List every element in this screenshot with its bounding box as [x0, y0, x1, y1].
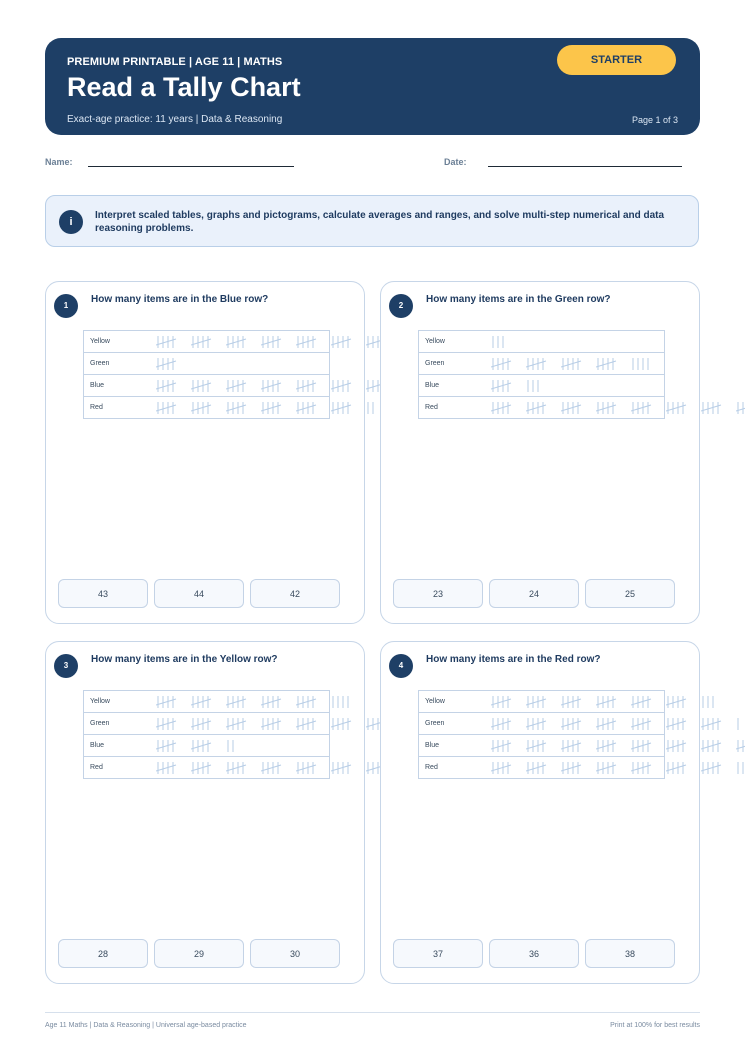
tally-group-mark — [736, 400, 745, 416]
tally-group-mark — [666, 694, 688, 710]
tally-group-mark — [331, 334, 353, 350]
tally-group-mark — [191, 334, 213, 350]
tally-row-label: Blue — [425, 382, 440, 389]
tally-single-mark — [631, 356, 650, 372]
tally-group-mark — [226, 694, 248, 710]
header-kicker: PREMIUM PRINTABLE | AGE 11 | MATHS — [67, 56, 283, 68]
answer-option[interactable]: 42 — [250, 579, 340, 608]
tally-group-mark — [666, 738, 688, 754]
answer-option[interactable]: 44 — [154, 579, 244, 608]
question-number: 1 — [54, 294, 78, 318]
tally-group-mark — [226, 760, 248, 776]
question-card — [45, 641, 365, 984]
answer-option[interactable]: 29 — [154, 939, 244, 968]
tally-row — [84, 712, 329, 734]
question-number: 2 — [389, 294, 413, 318]
tally-group-mark — [261, 694, 283, 710]
tally-group-mark — [261, 760, 283, 776]
tally-group-mark — [296, 760, 318, 776]
tally-single-mark — [701, 694, 715, 710]
answer-option[interactable]: 25 — [585, 579, 675, 608]
tally-group-mark — [596, 716, 618, 732]
tally-row-label: Red — [90, 764, 103, 771]
header-subtitle: Exact-age practice: 11 years | Data & Reasoning — [67, 114, 283, 125]
question-number: 4 — [389, 654, 413, 678]
tally-single-mark — [736, 716, 740, 732]
tally-group-mark — [491, 716, 513, 732]
question-text: How many items are in the Green row? — [426, 294, 611, 305]
tally-group-mark — [631, 400, 653, 416]
answer-option[interactable]: 37 — [393, 939, 483, 968]
tally-group-mark — [701, 738, 723, 754]
tally-row-label: Yellow — [90, 338, 110, 345]
tally-row — [419, 330, 664, 352]
tally-row-label: Yellow — [90, 698, 110, 705]
tally-row — [419, 712, 664, 734]
answer-option[interactable]: 38 — [585, 939, 675, 968]
tally-group-mark — [561, 716, 583, 732]
tally-group-mark — [331, 378, 353, 394]
tally-group-mark — [191, 738, 213, 754]
tally-chart — [418, 330, 665, 419]
tally-group-mark — [191, 716, 213, 732]
tally-row-label: Yellow — [425, 338, 445, 345]
tally-row — [84, 352, 329, 374]
tally-row — [419, 756, 664, 778]
answer-option[interactable]: 43 — [58, 579, 148, 608]
answer-option[interactable]: 36 — [489, 939, 579, 968]
tally-group-mark — [226, 378, 248, 394]
tally-row — [419, 396, 664, 418]
tally-group-mark — [191, 400, 213, 416]
tally-row-label: Red — [425, 764, 438, 771]
tally-row — [84, 330, 329, 352]
tally-group-mark — [191, 694, 213, 710]
question-text: How many items are in the Yellow row? — [91, 654, 278, 665]
tally-group-mark — [561, 760, 583, 776]
tally-group-mark — [561, 356, 583, 372]
footer-divider — [45, 1012, 700, 1013]
tally-group-mark — [226, 716, 248, 732]
name-label: Name: — [45, 157, 73, 167]
tally-group-mark — [226, 400, 248, 416]
tally-row-label: Blue — [425, 742, 440, 749]
question-card — [380, 641, 700, 984]
tally-row-label: Green — [90, 720, 110, 727]
answer-option[interactable]: 28 — [58, 939, 148, 968]
question-number: 3 — [54, 654, 78, 678]
tally-single-mark — [491, 334, 505, 350]
tally-group-mark — [156, 378, 178, 394]
tally-group-mark — [191, 378, 213, 394]
question-card — [380, 281, 700, 624]
tally-group-mark — [491, 356, 513, 372]
tally-row — [419, 352, 664, 374]
tally-row — [84, 396, 329, 418]
tally-chart — [83, 330, 330, 419]
question-text: How many items are in the Blue row? — [91, 294, 269, 305]
tally-group-mark — [296, 694, 318, 710]
tally-group-mark — [631, 716, 653, 732]
tally-chart — [418, 690, 665, 779]
tally-group-mark — [296, 334, 318, 350]
tally-row-label: Blue — [90, 742, 105, 749]
tally-group-mark — [331, 716, 353, 732]
tally-group-mark — [156, 738, 178, 754]
tally-group-mark — [526, 716, 548, 732]
tally-group-mark — [261, 400, 283, 416]
tally-group-mark — [156, 400, 178, 416]
tally-group-mark — [491, 400, 513, 416]
tally-group-mark — [261, 378, 283, 394]
answer-option[interactable]: 23 — [393, 579, 483, 608]
info-icon: i — [59, 210, 83, 234]
tally-group-mark — [701, 400, 723, 416]
page-number: Page 1 of 3 — [631, 115, 678, 125]
tally-group-mark — [331, 760, 353, 776]
tally-group-mark — [736, 738, 745, 754]
tally-row — [419, 734, 664, 756]
tally-group-mark — [631, 694, 653, 710]
tally-group-mark — [666, 716, 688, 732]
tally-group-mark — [631, 738, 653, 754]
tally-group-mark — [491, 378, 513, 394]
tally-single-mark — [526, 378, 540, 394]
tally-group-mark — [226, 334, 248, 350]
tally-row-label: Yellow — [425, 698, 445, 705]
tally-row — [419, 690, 664, 712]
tally-group-mark — [156, 356, 178, 372]
tally-row — [84, 756, 329, 778]
tally-group-mark — [596, 694, 618, 710]
footer-left-text: Age 11 Maths | Data & Reasoning | Universal age-based practice — [45, 1022, 247, 1029]
tally-group-mark — [296, 400, 318, 416]
tally-group-mark — [156, 334, 178, 350]
tally-group-mark — [701, 760, 723, 776]
tally-row-label: Green — [90, 360, 110, 367]
date-field[interactable] — [488, 166, 682, 167]
tally-group-mark — [666, 400, 688, 416]
tally-group-mark — [261, 334, 283, 350]
answer-option[interactable]: 30 — [250, 939, 340, 968]
tally-group-mark — [701, 716, 723, 732]
tally-single-mark — [226, 738, 235, 754]
tally-group-mark — [296, 716, 318, 732]
tally-row — [84, 374, 329, 396]
tally-row — [84, 690, 329, 712]
tally-group-mark — [156, 760, 178, 776]
instructions-text: Interpret scaled tables, graphs and pictograms, calculate averages and ranges, and solve multi-step numerical and data reasoning problems. — [95, 210, 665, 234]
footer-right-text: Print at 100% for best results — [610, 1022, 700, 1029]
tally-row-label: Green — [425, 360, 445, 367]
tally-group-mark — [526, 738, 548, 754]
tally-group-mark — [491, 694, 513, 710]
instructions-box — [45, 195, 699, 247]
tally-row — [84, 734, 329, 756]
tally-single-mark — [736, 760, 745, 776]
worksheet-header — [45, 38, 700, 135]
tally-single-mark — [331, 694, 350, 710]
tally-group-mark — [561, 694, 583, 710]
tally-single-mark — [366, 400, 375, 416]
tally-group-mark — [596, 760, 618, 776]
tally-group-mark — [526, 694, 548, 710]
tally-group-mark — [596, 738, 618, 754]
tally-group-mark — [561, 400, 583, 416]
question-text: How many items are in the Red row? — [426, 654, 601, 665]
tally-group-mark — [156, 716, 178, 732]
tally-group-mark — [261, 716, 283, 732]
tally-group-mark — [596, 400, 618, 416]
tally-group-mark — [156, 694, 178, 710]
tally-chart — [83, 690, 330, 779]
tally-group-mark — [191, 760, 213, 776]
level-badge: STARTER — [557, 45, 676, 75]
tally-group-mark — [596, 356, 618, 372]
page-title: Read a Tally Chart — [67, 72, 301, 102]
tally-group-mark — [526, 356, 548, 372]
tally-row — [419, 374, 664, 396]
name-field[interactable] — [88, 166, 294, 167]
tally-group-mark — [631, 760, 653, 776]
tally-row-label: Green — [425, 720, 445, 727]
answer-option[interactable]: 24 — [489, 579, 579, 608]
tally-row-label: Red — [425, 404, 438, 411]
tally-group-mark — [561, 738, 583, 754]
tally-group-mark — [526, 760, 548, 776]
tally-group-mark — [526, 400, 548, 416]
date-label: Date: — [444, 157, 467, 167]
tally-group-mark — [666, 760, 688, 776]
tally-group-mark — [331, 400, 353, 416]
question-card — [45, 281, 365, 624]
tally-group-mark — [491, 760, 513, 776]
tally-group-mark — [491, 738, 513, 754]
tally-row-label: Red — [90, 404, 103, 411]
tally-group-mark — [296, 378, 318, 394]
tally-row-label: Blue — [90, 382, 105, 389]
